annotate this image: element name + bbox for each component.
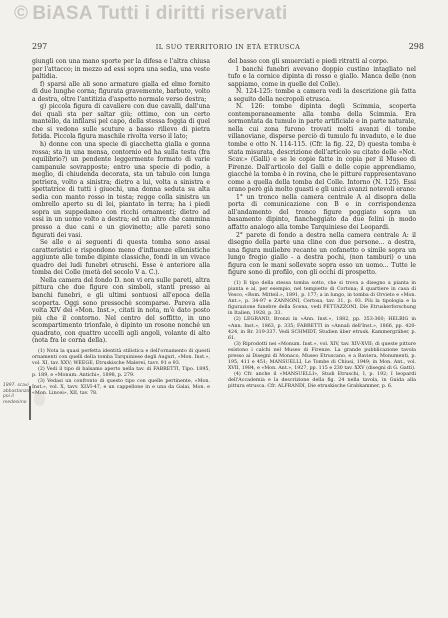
paragraph: N. 124-125: tombe a camera vedi la descrizione già fatta a seguito della necropoli etrusca.	[228, 88, 416, 103]
paragraph: Se alle e ai seguenti di questa tomba sono assai caratteristici e rispondono meno d'influenze ellenistiche aggiunte alle tombe dipinte classiche, fondi in un vivace quadro dei ludi funebri etruschi. Esse è anteriore alla tomba dei Colle (metà del secolo V a. C.).	[32, 239, 210, 277]
footnotes	[228, 281, 416, 391]
page-number-right: 298	[408, 42, 424, 51]
footnote: (4) Cfr. anche il «MANSUELLI», Studi Etruschi, I, p. 192; I leopardi dell'Accademia e la descrizione della fig. 24 nella tavola, in Guida alla pittura etrusca. Cfr. ALFRANDI, Die etruskische Grabkammer, p. 6.	[228, 372, 416, 390]
footnotes	[32, 349, 210, 398]
running-title: IL SUO TERRITORIO IN ETÀ ETRUSCA	[155, 43, 301, 51]
margin-bracket	[29, 386, 31, 420]
watermark	[14, 3, 448, 25]
paragraph: g) piccola figura di cavaliere con due cavalli, dall'una dei quali sta per saltar giù; ottimo, con un certo mantello, da infilarsi pel capo, della stessa foggia di quel che si vedono sulle scuture a basso rilievo di pietra fetida. Piccola figura maschile rivolta verso il lato;	[32, 103, 210, 141]
footnote: (2) Vedi il tipo di balsamo aperto nella tav. di FABRETTI, Tipo. 1895, p. 189, e «Monum. Antichi», 1898, p. 279.	[32, 367, 210, 379]
paragraph: h) donne con una specie di giacchetta gialla e gonna rossa; sta in una mensa, contornio ed ha sulla testa (fra equilibrio?) un pendente leggermente formato di varie campanule sovrapposte; entro una specie di podio, a meglio, di chiudenda decorata, sta un tabulo con lunga petriera, volto a sinistra; dietro a lui, volta a sinistra e spettatrice di tutti i giuochi, una donna seduta su alta sedia con manto rosso in testa; regge colla sinistra un ombrello aperto su di lei, piantato in terra; ha i piedi sopra un suppedaneo con ricchi ornamenti; dietro ad essi in un uomo volto a destra; ed un altro che cammina presso a due cani e un giovinetto; alle pareti sono figurati dei vasi.	[32, 141, 210, 239]
paragraph: N. 126: tombe dipinta degli Scimmia, scoperta contemporaneamente alla tomba della Scimmia. Era sormontata da tumulo in parte artificiale e in parte naturale, nella cui zona furono trovati molti avanzi di tombe villanoviane, disperse perciò di tumulo fu invaduto, e le due tombe e otto N. 114-115. (Cfr. la fig. 22, D) questa tomba è stata misurata, descrizione dell'articolo su citato delle «Not. Scav.» (Galli) e se le copie fatte in copia per il Museo di Firenze. Dall'articolo del Galli e delle copie apprendiamo, giacché la tomba è in rovina, che le pitture rappresentavano come a quella della tomba del Colle. Intorno (N. 125). Essi erano però già molto guasti e gli unici avanzi notevoli erano:	[228, 103, 416, 194]
paragraph: I banchi funebri avevano doppio custino intagliato nel tufo e la cornice dipinta di rosso e giallo. Manca delle (non sappiamo, come in quelle del Colle).	[228, 65, 416, 88]
paragraph: 2° parete di fondo a destra nella camera centrale A: il disegno della parte una cline con due persone... a destra, una figura muliebre recante un cofanetto o simile sopra un lungo fregio giallo - a destra pochi, (non tamburi) o una figura con le mani sollevate sopra esso un uomo... Tutte le figure sono di profilo, con gli occhi di prospetto.	[228, 231, 416, 277]
handwritten-margin-note: 1897. scavi abbastanza poi il medesimo	[3, 383, 30, 405]
copyright-icon: ©	[14, 3, 29, 24]
ink-smudge	[34, 392, 45, 406]
paragraph: f) sparsi alle ali sono armature gialla ed elmo fornito di due lunghe corna; figurata gravemente, barbuto, volto a destra, oltre l'antitizia d'aspetto normale verso destra;	[32, 80, 210, 103]
page-header	[32, 42, 424, 54]
page-number-left: 297	[32, 42, 48, 51]
right-column	[228, 58, 416, 391]
paragraph: 1° un tronco nella camera centrale A al disopra della porta di comunicazione con B e in corrispondenza all'andamento del tronco figure poggiato sopra un basamento dipinto, fiancheggiato da due felini in modo affatto analogo alla tombe Tarquiniese dei Leopardi.	[228, 193, 416, 232]
watermark-text: BiASA Tutti i diritti riservati	[32, 3, 288, 24]
footnote: (3) Riprodotti nei «Monum. Inst.», vol. XIV, tav. XIV-XVII; di queste pitture esistono i calchi nel Museo di Firenze. La grande pubblicazione tavola presso ai Disegni di Monaco, Museo Etruscano, e a Baviera, Monumenti, p. 195, 411 e 451; MANSUELLI, Le Tombe di Chiusi, 1949; in Mon. Ant., vol. XVII, 1984, e «Mon. Ant.», 1927, pp. 115 e 230 tav. XXV (disegni di G. Gatti).	[228, 341, 416, 372]
footnote: (1) Nota la quasi perfetta identità stilistica e dell'ornamento di questi ornamenti con quelli della tomba Tarquiniese degli Auguri, «Mon. Inst.», vol. XI, tav. XXV; WEEGE, Etruskische Malerei, tavv. 91 e 93.	[32, 348, 210, 366]
footnote: (2) LEGRAND, Bronzi in «Ann. Inst.», 1882, pp. 353-360; HELBIG in «Ann. Inst.», 1863, p. 335; FABRETTI in «Annali dell'Inst.», 1866, pp. 420-424, in Br. 319-337. Vedi SCHMIDT, Studien über etrusk. Kammergräber, p. 61.	[228, 317, 416, 341]
paragraph: giungli con una mano sporte per la difesa e l'altra chiusa per l'attacco; in mezzo ad essi sopra una sedia, una veste paltidia.	[32, 58, 210, 81]
footnote: (3) Vedasi un confronto di questo tipo con quelle pertinente, «Mon. Inst.», vol. X, tavv. XLVI-47, e un cappellone in e una da Galai, Mon. e «Mon. Lincei», XII, tav. 78.	[32, 379, 210, 397]
paragraph: del basso con gli smuerciati e piedi ritratti al corpo.	[228, 58, 389, 65]
left-column	[32, 58, 210, 398]
footnote: (1) Il tipo della stessa tomba sotto, che si trova a disegno a pianta in pianta e al, per esempio, nel tempietto di Cortona; il quartiere in casa di Vesco, «Rom. Mitteil.», 1891, p. 177; a in lungo, in tomba di Orvieto e «Mon. Ant.», p. 34-97 e ZANNONI, Certosa, tav. 31, p. 93. Più la tipologia e la figurazione funebre della Scena, vedi PETTAZZONI, Die Etruskerforschung in Italien, 1928, p. 33.	[228, 280, 416, 317]
paragraph: Nella camera del fondo D. non vi era sulle pareti, altra pittura che due figure con simboli, stanti presso ai banchi funebri, e gli ultimi sontuosi all'epoca della scoperta. Oggi sono pressochè scomparse. Pareva alla volta XIV dei «Mon. Inst.», citati in nota, m'è dato posto più che il contorno. Nel centro del soffitto, in uno scompartimento trionfale, è dipinto un rosone nonché un quadrato, con quattro uccelli agli angoli, volante di alto (nota fra le corna della).	[32, 276, 210, 345]
